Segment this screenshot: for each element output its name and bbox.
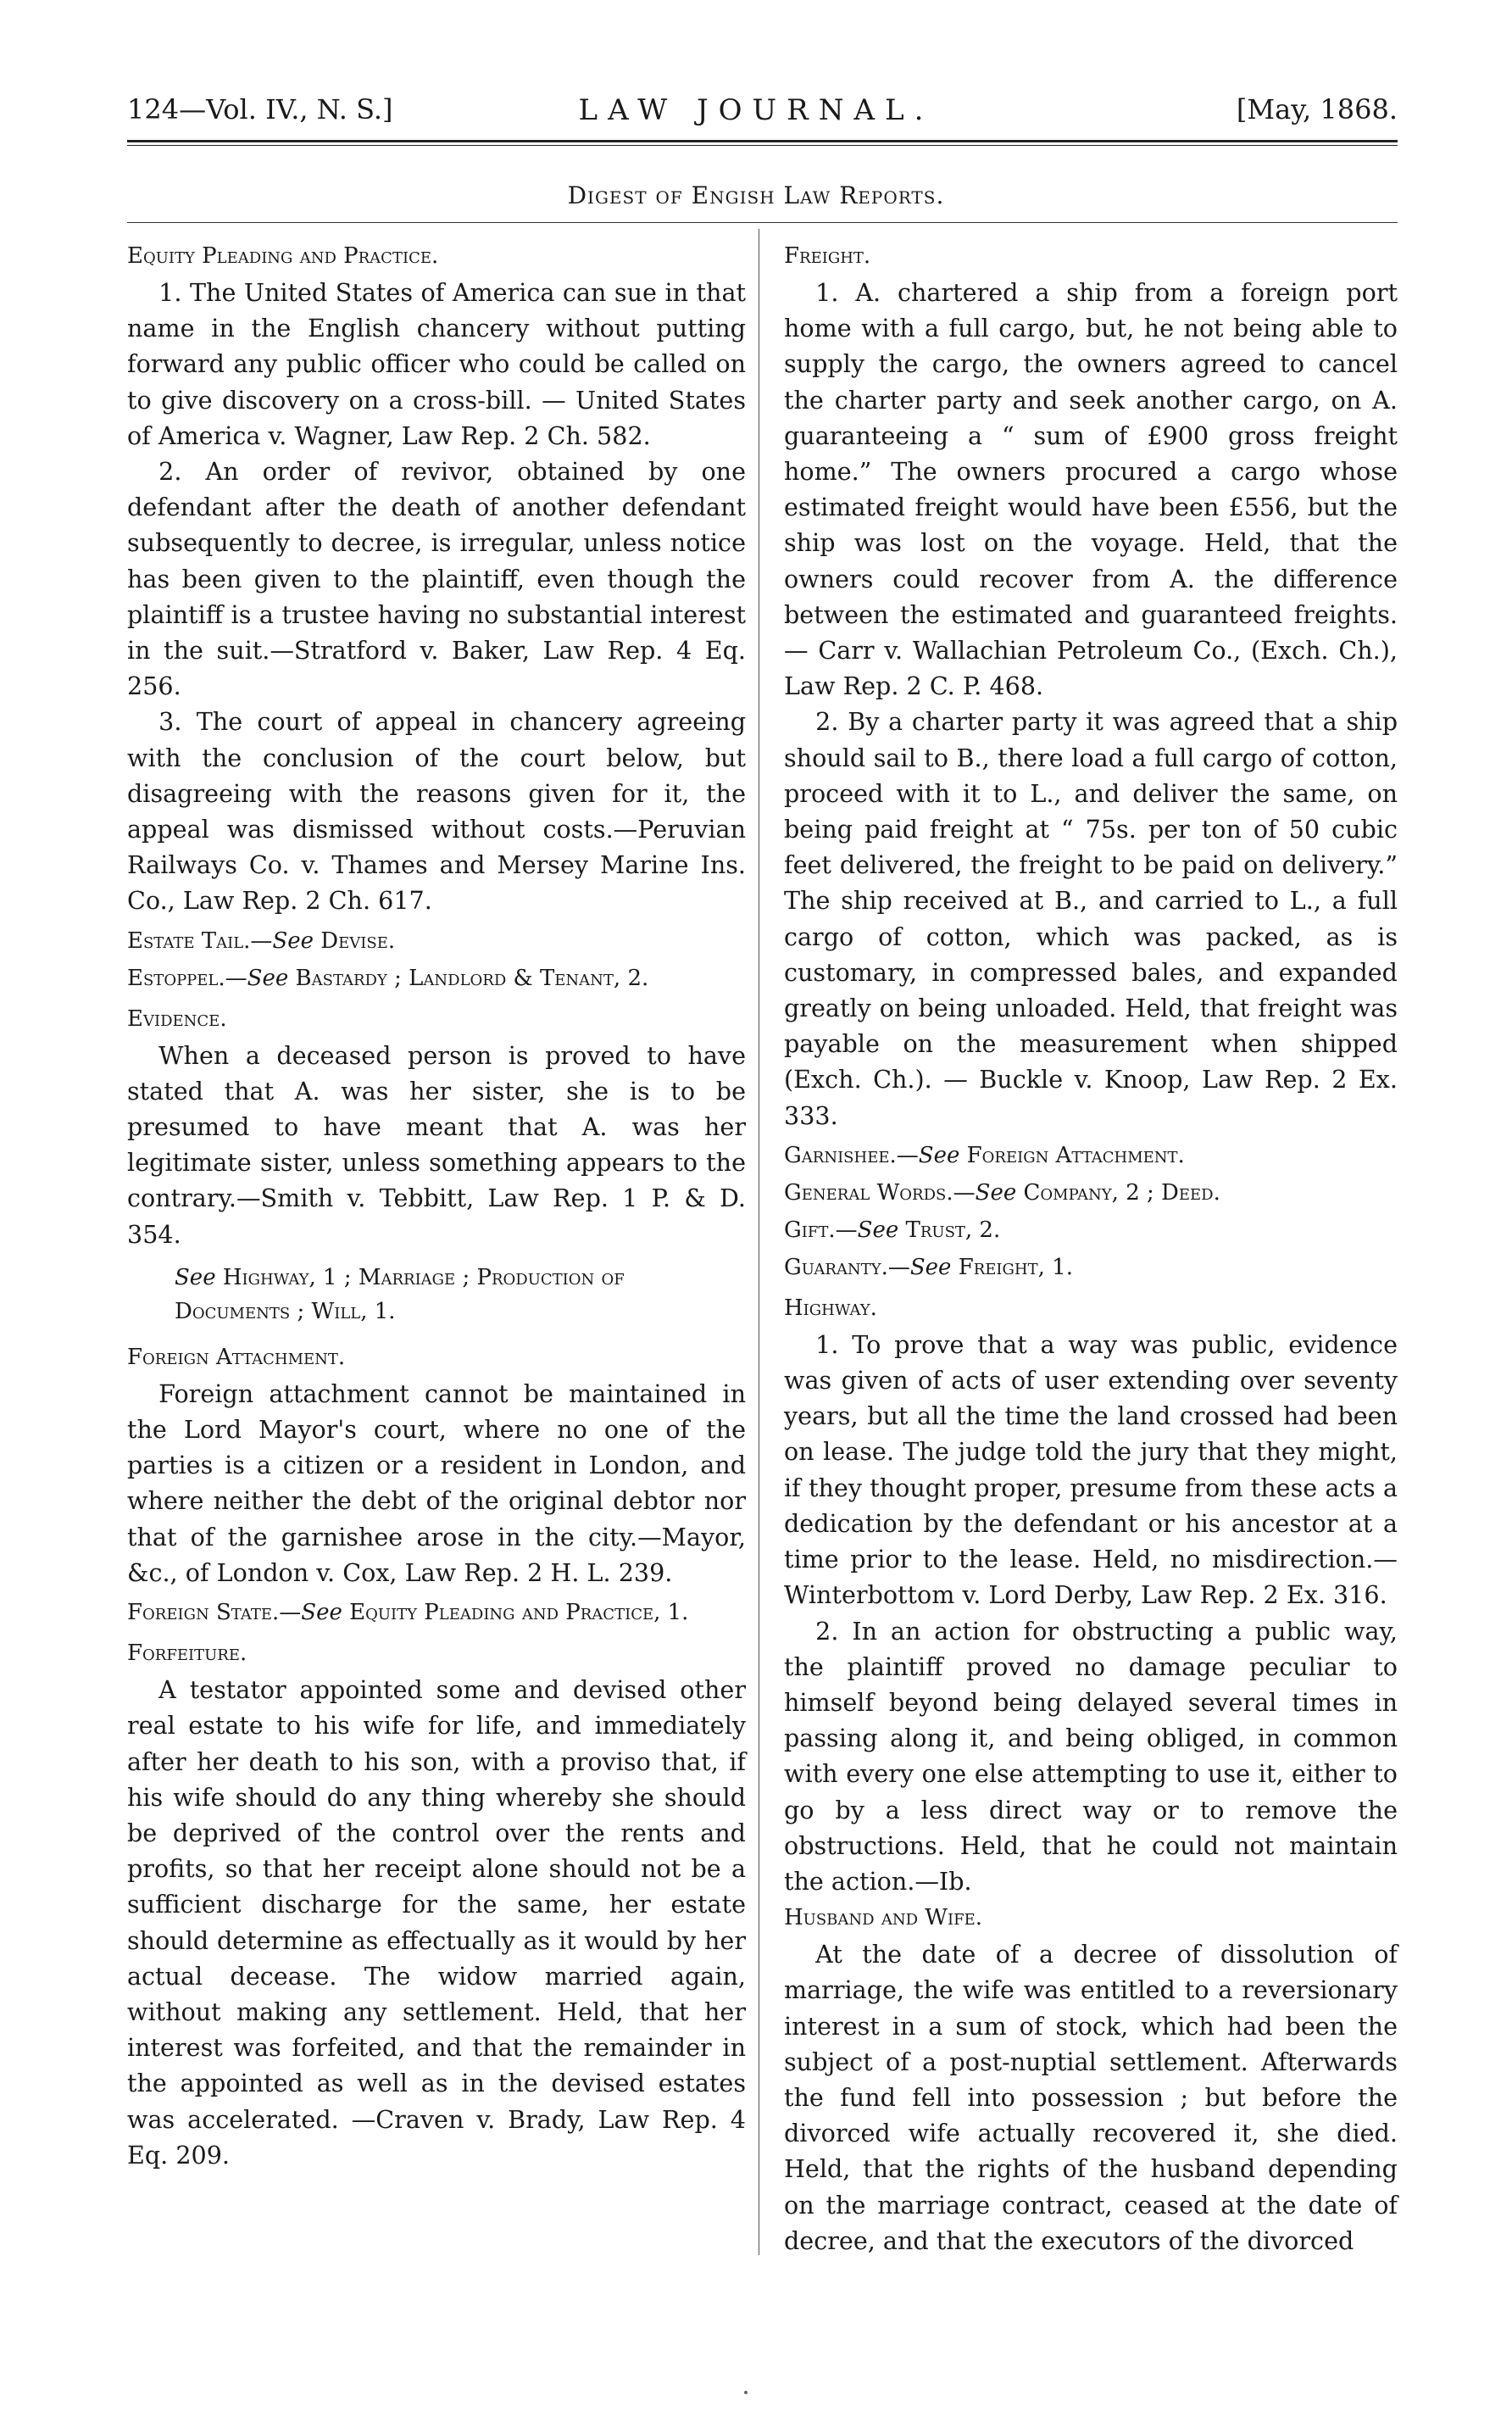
page-mark bbox=[744, 2391, 748, 2394]
entry-highway-2: 2. In an action for obstructing a public way, the plaintiff proved no damage peculiar to himself beyond being delayed several times in passing along it, and being obliged, in common with every one else attempting to use it, either to go by a less direct way or to remove the obstructions. Held, that he could not maintain the action.—Ib. bbox=[784, 1616, 1398, 1896]
xref-evidence-see bbox=[175, 1261, 746, 1328]
xref-foreign-state-see: See bbox=[301, 1600, 342, 1626]
xref-foreign-state bbox=[127, 1597, 746, 1628]
journal-title: LAW JOURNAL. bbox=[578, 93, 934, 127]
xref-general-words-see: See bbox=[975, 1179, 1017, 1206]
xref-estoppel-label: Estoppel.— bbox=[127, 965, 247, 991]
xref-estoppel-ref: Bastardy ; Landlord & Tenant, 2. bbox=[295, 965, 649, 991]
xref-gift-ref: Trust, 2. bbox=[905, 1217, 1001, 1243]
xref-estate-tail-see: See bbox=[272, 927, 314, 954]
xref-general-words-label: General Words.— bbox=[784, 1179, 976, 1206]
running-head bbox=[0, 93, 1512, 137]
heading-foreign-attachment: Foreign Attachment. bbox=[127, 1344, 346, 1370]
entry-foreign-attachment-1: Foreign attachment cannot be maintained in the Lord Mayor's court, where no one of the parties is a citizen or a resident in London, and where neither the debt of the original debtor nor that of the garnishee arose in the city.—Mayor, &c., of London v. Cox, Law Rep. 2 H. L. 239. bbox=[127, 1379, 746, 1587]
xref-evidence-see-refs: Highway, 1 ; Marriage ; Production of Documents ; Will, 1. bbox=[175, 1264, 625, 1324]
entry-highway-1: 1. To prove that a way was public, evidence was given of acts of user extending over seventy years, but all the time the land crossed had been on lease. The judge told the jury that they might, if they thought proper, presume from these acts a dedication by the defendant or his ancestor at a time prior to the lease. Held, no misdirection.— Winterbottom v. Lord Derby, Law Rep. 2 Ex. 316. bbox=[784, 1329, 1398, 1610]
entry-evidence-1: When a deceased person is proved to have stated that A. was her sister, she is to be presumed to have meant that A. was her legitimate sister, unless something appears to the contrary.—Smith v. Tebbitt, Law Rep. 1 P. & D. 354. bbox=[127, 1040, 746, 1249]
xref-estate-tail-ref: Devise. bbox=[320, 927, 396, 954]
issue-date: [May, 1868. bbox=[1236, 93, 1398, 125]
entry-freight-2: 2. By a charter party it was agreed that a ship should sail to B., there load a full cargo of cotton, proceed with it to L., and deliver the same, on being paid freight at “ 75s. per ton of 50 cubic feet delivered, the freight to be paid on delivery.” The ship received at B., and carried to L., a full cargo of cotton, which was packed, as is customary, in compressed bales, and expanded greatly on being unloaded. Held, that freight was payable on the measurement when shipped (Exch. Ch.). — Buckle v. Knoop, Law Rep. 2 Ex. 333. bbox=[784, 707, 1398, 1130]
xref-garnishee-label: Garnishee.— bbox=[784, 1142, 919, 1168]
xref-gift-see: See bbox=[857, 1217, 899, 1243]
xref-guaranty-see: See bbox=[909, 1254, 952, 1280]
header-rule-thin bbox=[127, 145, 1398, 146]
heading-equity-pleading: Equity Pleading and Practice. bbox=[127, 243, 439, 269]
heading-highway: Highway. bbox=[784, 1295, 877, 1321]
section-title: Digest of Engish Law Reports. bbox=[567, 181, 945, 209]
heading-freight: Freight. bbox=[784, 243, 871, 269]
heading-forfeiture: Forfeiture. bbox=[127, 1640, 247, 1667]
section-rule bbox=[127, 222, 1398, 223]
entry-forfeiture-1: A testator appointed some and devised other real estate to his wife for life, and immediately after her death to his son, with a proviso that, if his wife should do any thing whereby she should be deprived of the control over the rents and profits, so that her receipt alone should not be a sufficient discharge for the same, her estate should determine as effectually as it would by her actual decease. The widow married again, without making any settlement. Held, that her interest was forfeited, and that the remainder in the appointed as well as in the devised estates was accelerated. —Craven v. Brady, Law Rep. 4 Eq. 209. bbox=[127, 1675, 746, 2170]
xref-foreign-state-label: Foreign State.— bbox=[127, 1600, 302, 1626]
xref-gift-label: Gift.— bbox=[784, 1217, 858, 1243]
xref-guaranty-ref: Freight, 1. bbox=[958, 1254, 1073, 1280]
heading-evidence: Evidence. bbox=[127, 1005, 227, 1032]
xref-gift bbox=[784, 1215, 1398, 1245]
left-column bbox=[127, 237, 746, 2173]
xref-guaranty bbox=[784, 1252, 1398, 1283]
xref-garnishee-see: See bbox=[918, 1142, 960, 1168]
xref-general-words-ref: Company, 2 ; Deed. bbox=[1023, 1179, 1220, 1206]
xref-foreign-state-ref: Equity Pleading and Practice, 1. bbox=[349, 1600, 689, 1626]
xref-estoppel-see: See bbox=[247, 965, 289, 991]
header-rule-thick bbox=[127, 140, 1398, 142]
xref-garnishee bbox=[784, 1140, 1398, 1171]
xref-estoppel bbox=[127, 963, 746, 994]
xref-garnishee-ref: Foreign Attachment. bbox=[966, 1142, 1185, 1168]
entry-equity-3: 3. The court of appeal in chancery agreeing with the conclusion of the court below, but disagreeing with the reasons given for it, the appeal was dismissed without costs.—Peruvian Railways Co. v. Thames and Mersey Marine Ins. Co., Law Rep. 2 Ch. 617. bbox=[127, 707, 746, 916]
xref-general-words bbox=[784, 1178, 1398, 1208]
xref-estate-tail-label: Estate Tail.— bbox=[127, 927, 273, 954]
xref-guaranty-label: Guaranty.— bbox=[784, 1254, 910, 1280]
entry-equity-2: 2. An order of revivor, obtained by one defendant after the death of another defendant subsequently to decree, is irregular, unless notice has been given to the plaintiff, even though the plaintiff is a trustee having no substantial interest in the suit.—Stratford v. Baker, Law Rep. 4 Eq. 256. bbox=[127, 457, 746, 701]
page-volume-label: 124—Vol. IV., N. S.] bbox=[127, 93, 393, 125]
entry-freight-1: 1. A. chartered a ship from a foreign port home with a full cargo, but, he not being able to supply the cargo, the owners agreed to cancel the charter party and seek another cargo, on A. guaranteeing a “ sum of £900 gross freight home.” The owners procured a cargo whose estimated freight would have been £556, but the ship was lost on the voyage. Held, that the owners could recover from A. the difference between the estimated and guaranteed freights. — Carr v. Wallachian Petroleum Co., (Exch. Ch.), Law Rep. 2 C. P. 468. bbox=[784, 278, 1398, 701]
entry-equity-1: 1. The United States of America can sue in that name in the English chancery without putting forward any public officer who could be called on to give discovery on a cross-bill. — United States of America v. Wagner, Law Rep. 2 Ch. 582. bbox=[127, 278, 746, 450]
entry-husband-wife-1: At the date of a decree of dissolution of marriage, the wife was entitled to a reversionary interest in a sum of stock, which had been the subject of a post-nuptial settlement. Afterwards the fund fell into possession ; but before the divorced wife actually recovered it, she died. Held, that the rights of the husband depending on the marriage contract, ceased at the date of decree, and that the executors of the divorced bbox=[784, 1940, 1398, 2255]
xref-estate-tail bbox=[127, 926, 746, 956]
heading-husband-wife: Husband and Wife. bbox=[784, 1905, 983, 1931]
right-column bbox=[784, 237, 1398, 2259]
xref-evidence-see-word: See bbox=[175, 1264, 216, 1290]
